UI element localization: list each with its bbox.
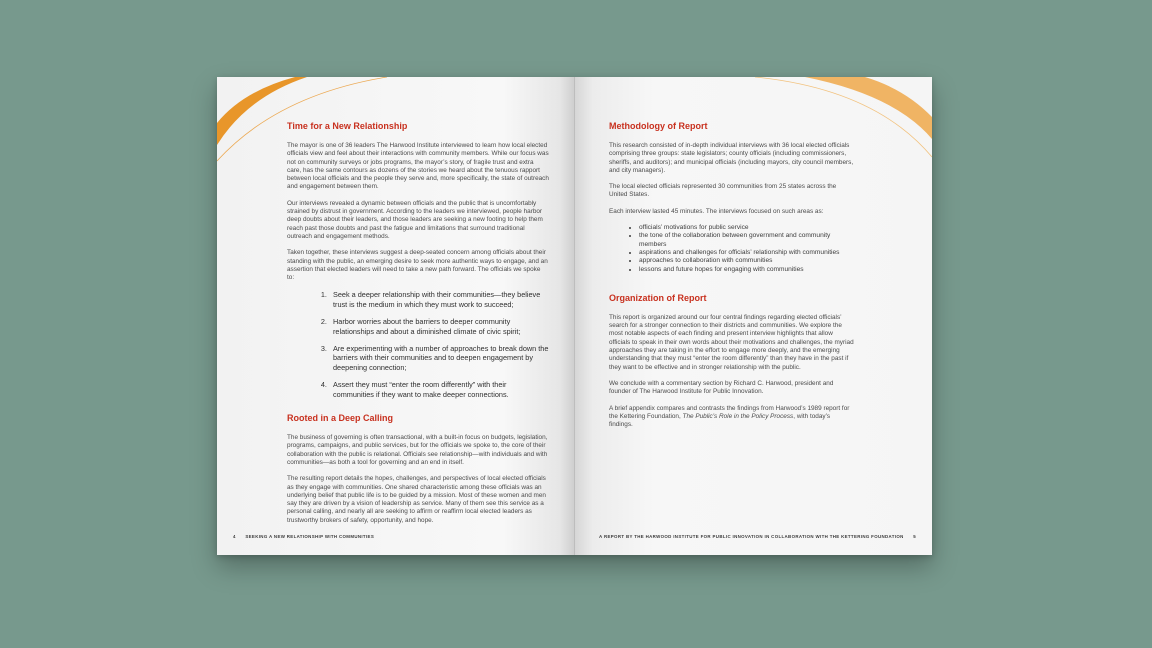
paragraph: Taken together, these interviews suggest a deep-seated concern among officials about their standing with the public, an emerging desire to seek more authentic ways to engage, and an assertion that elected leaders will need to take a new path forward. The officials we spoke to: — [287, 249, 548, 282]
paragraph: The business of governing is often transactional, with a built-in focus on budgets, legislation, programs, campaigns, and public services, but for the officials we spoke to, the core of their collaboration with the public is relational. Officials see relationship—with individuals and with communities—as both a tool for governing and an end in itself. — [287, 434, 548, 466]
page-number: 4 — [233, 534, 236, 539]
paragraph: We conclude with a commentary section by Richard C. Harwood, president and founder of The Harwood Institute for Public Innovation. — [609, 379, 834, 396]
report-title-italic: The Public’s Role in the Policy Process — [682, 412, 794, 420]
paragraph: The mayor is one of 36 leaders The Harwood Institute interviewed to learn how local elected officials view and feel about their interactions with community members. While our focus was not on community surveys or jobs programs, the mayor’s story, of fragile trust and extra care, has the same contours as dozens of the stories we heard about the tenuous rapport between local officials and the people they serve and, more specifically, the state of outreach and engagement between them. — [287, 142, 549, 191]
right-page — [575, 77, 932, 555]
list-item: 4. Assert they must “enter the room differently” with their communities if they want to make deeper connections. — [329, 380, 549, 399]
left-page-content — [287, 121, 549, 533]
paragraph: The resulting report details the hopes, challenges, and perspectives of local elected officials as they engage with communities. One shared characteristic among these officials was an underlying belief that public life is to be guided by a mission. Most of these women and men say they are driven by a vision of leadership as service. Many of them see this service as a personal calling, and nearly all are seeking to affirm or reaffirm local elected leaders as trustworthy brokers of safety, opportunity, and hope. — [287, 475, 546, 524]
paragraph: Our interviews revealed a dynamic between officials and the public that is uncomfortably strained by distrust in government. According to the leaders we interviewed, people harbor deep doubts about their leaders, and those leaders are seeking a new footing to help them reach past those doubts and past the fatigue and limitations that surround traditional outreach and engagement methods. — [287, 199, 543, 240]
footer-title: A REPORT BY THE HARWOOD INSTITUTE FOR PUBLIC INNOVATION IN COLLABORATION WITH THE KETTERING FOUNDATION — [599, 534, 904, 539]
paragraph: The local elected officials represented 30 communities from 25 states across the United States. — [609, 183, 837, 199]
findings-list — [287, 290, 549, 399]
heading-new-relationship: Time for a New Relationship — [287, 121, 408, 131]
interview-areas-list — [609, 224, 854, 274]
heading-methodology: Methodology of Report — [609, 121, 708, 131]
right-page-content — [609, 121, 854, 437]
list-item: • lessons and future hopes for engaging with communities — [639, 266, 854, 274]
left-page — [217, 77, 574, 555]
list-item: 3. Are experimenting with a number of approaches to break down the barriers with their communities and to deepen engagement by deepening connection; — [329, 344, 549, 372]
list-item: 1. Seek a deeper relationship with their communities—they believe trust is the medium in which they must work to succeed; — [329, 290, 549, 309]
heading-deep-calling: Rooted in a Deep Calling — [287, 413, 394, 424]
list-item: • aspirations and challenges for officials’ relationship with communities — [639, 249, 854, 257]
appendix-text-end: , with today’s findings. — [609, 412, 831, 429]
paragraph: This research consisted of in-depth individual interviews with 36 local elected officials comprising three groups: state legislators; county officials (including commissioners, sheriffs, and auditors); and municipal officials (including mayors, city council members, and city managers). — [609, 142, 854, 174]
left-footer — [233, 534, 374, 539]
appendix-text: A brief appendix compares and contrasts the findings from Harwood’s 1989 report for the Kettering Foundation, — [609, 404, 850, 420]
right-footer — [599, 534, 916, 539]
footer-title: SEEKING A NEW RELATIONSHIP WITH COMMUNITIES — [245, 534, 375, 539]
paragraph — [609, 405, 854, 430]
page-number: 5 — [913, 534, 916, 539]
list-item: • approaches to collaboration with communities — [639, 257, 854, 265]
list-item: • the tone of the collaboration between government and community members — [639, 232, 854, 249]
paragraph: This report is organized around our four central findings regarding elected officials’ search for a stronger connection to their districts and communities. We explore the most notable aspects of each finding and present interview highlights that allow officials to speak in their own words about their motivations and challenges, the myriad approaches they are taking in the effort to engage more deeply, and the emerging understanding that they must “enter the room differently” than they have in the past if they want to be effective and in stronger relationship with the public. — [609, 313, 854, 371]
heading-organization: Organization of Report — [609, 292, 707, 303]
list-item: 2. Harbor worries about the barriers to deeper community relationships and about a diminished climate of civic spirit; — [329, 317, 549, 336]
list-item: • officials’ motivations for public service — [639, 224, 854, 232]
paragraph: Each interview lasted 45 minutes. The interviews focused on such areas as: — [609, 207, 824, 215]
brochure-spread — [217, 77, 932, 555]
